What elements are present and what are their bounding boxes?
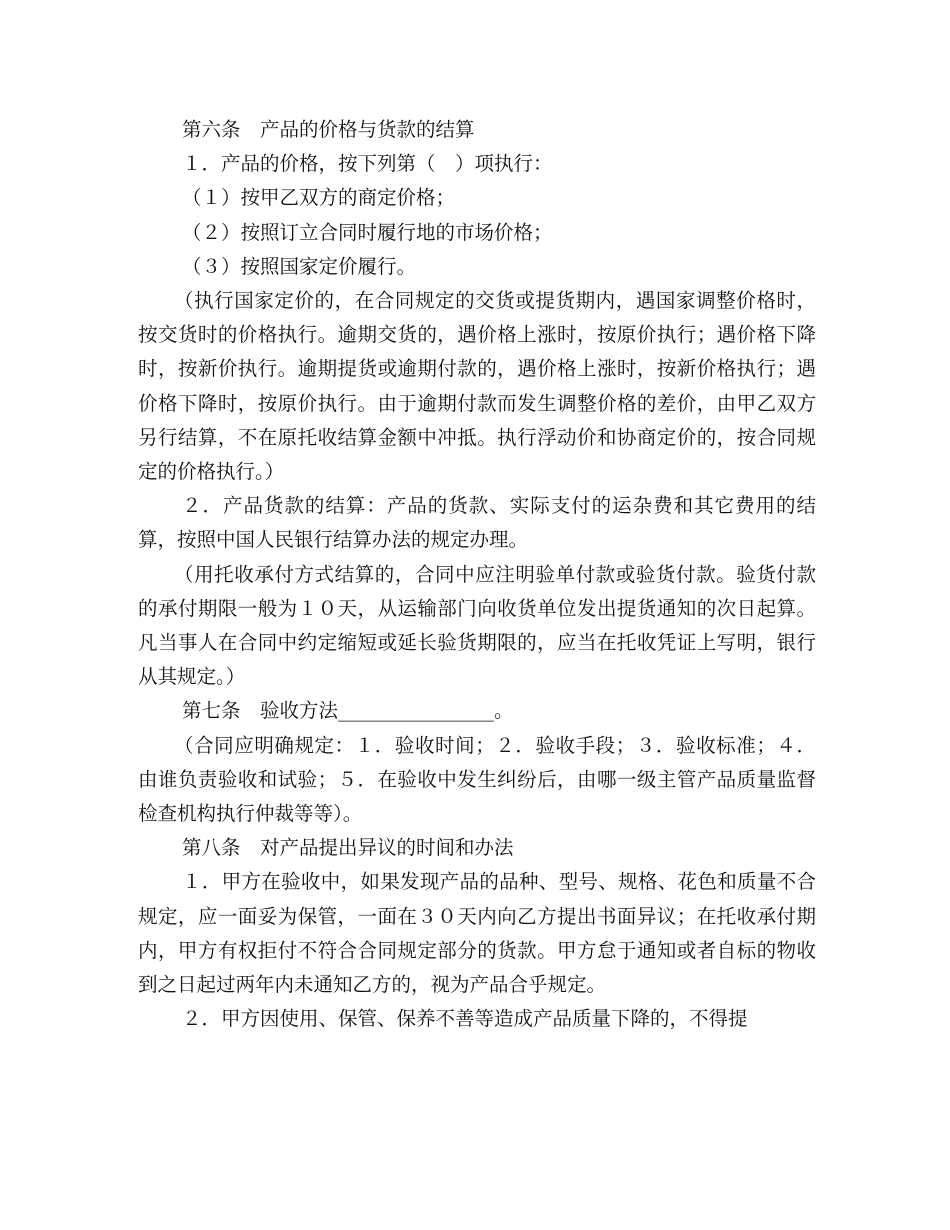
price-option-1: （１）按甲乙双方的商定价格； (182, 186, 456, 210)
price-clause: １．产品的价格，按下列第（ ）项执行： (182, 152, 553, 176)
price-option-2: （２）按照订立合同时履行地的市场价格； (182, 220, 553, 244)
article-6-heading: 第六条 产品的价格与货款的结算 (182, 118, 475, 141)
price-option-3: （３）按照国家定价履行。 (182, 254, 417, 278)
payment-settlement-clause: ２．产品货款的结算：产品的货款、实际支付的运杂费和其它费用的结算，按照中国人民银行结算办法的规定办理。 (138, 494, 816, 552)
document-body (138, 113, 816, 1036)
article-7-heading: 第七条 验收方法________________。 (182, 699, 514, 723)
state-price-note: （执行国家定价的，在合同规定的交货或提货期内，遇国家调整价格时，按交货时的价格执行。逾期交货的，遇价格上涨时，按原价执行；遇价格下降时，按新价执行。逾期提货或逾期付款的，遇价格上涨时，按新价格执行；遇价格下降时，按原价执行。由于逾期付款而发生调整价格的差价，由甲乙双方另行结算，不在原托收结算金额中冲抵。执行浮动价和协商定价的，按合同规定的价格执行。） (138, 289, 816, 484)
objection-clause-1: １．甲方在验收中，如果发现产品的品种、型号、规格、花色和质量不合规定，应一面妥为保管，一面在３０天内向乙方提出书面异议；在托收承付期内，甲方有权拒付不符合合同规定部分的货款。甲方怠于通知或者自标的物收到之日起过两年内未通知乙方的，视为产品合乎规定。 (138, 870, 816, 997)
objection-clause-2: ２．甲方因使用、保管、保养不善等造成产品质量下降的，不得提 (182, 1007, 748, 1031)
acceptance-method-note: （合同应明确规定：１．验收时间；２．验收手段；３．验收标准；４．由谁负责验收和试验；５．在验收中发生纠纷后，由哪一级主管产品质量监督检查机构执行仲裁等等）。 (138, 733, 816, 826)
collection-acceptance-note: （用托收承付方式结算的，合同中应注明验单付款或验货付款。验货付款的承付期限一般为１０天，从运输部门向收货单位发出提货通知的次日起算。凡当事人在合同中约定缩短或延长验货期限的，应当在托收凭证上写明，银行从其规定。） (138, 562, 816, 689)
article-8-heading: 第八条 对产品提出异议的时间和办法 (182, 836, 514, 860)
